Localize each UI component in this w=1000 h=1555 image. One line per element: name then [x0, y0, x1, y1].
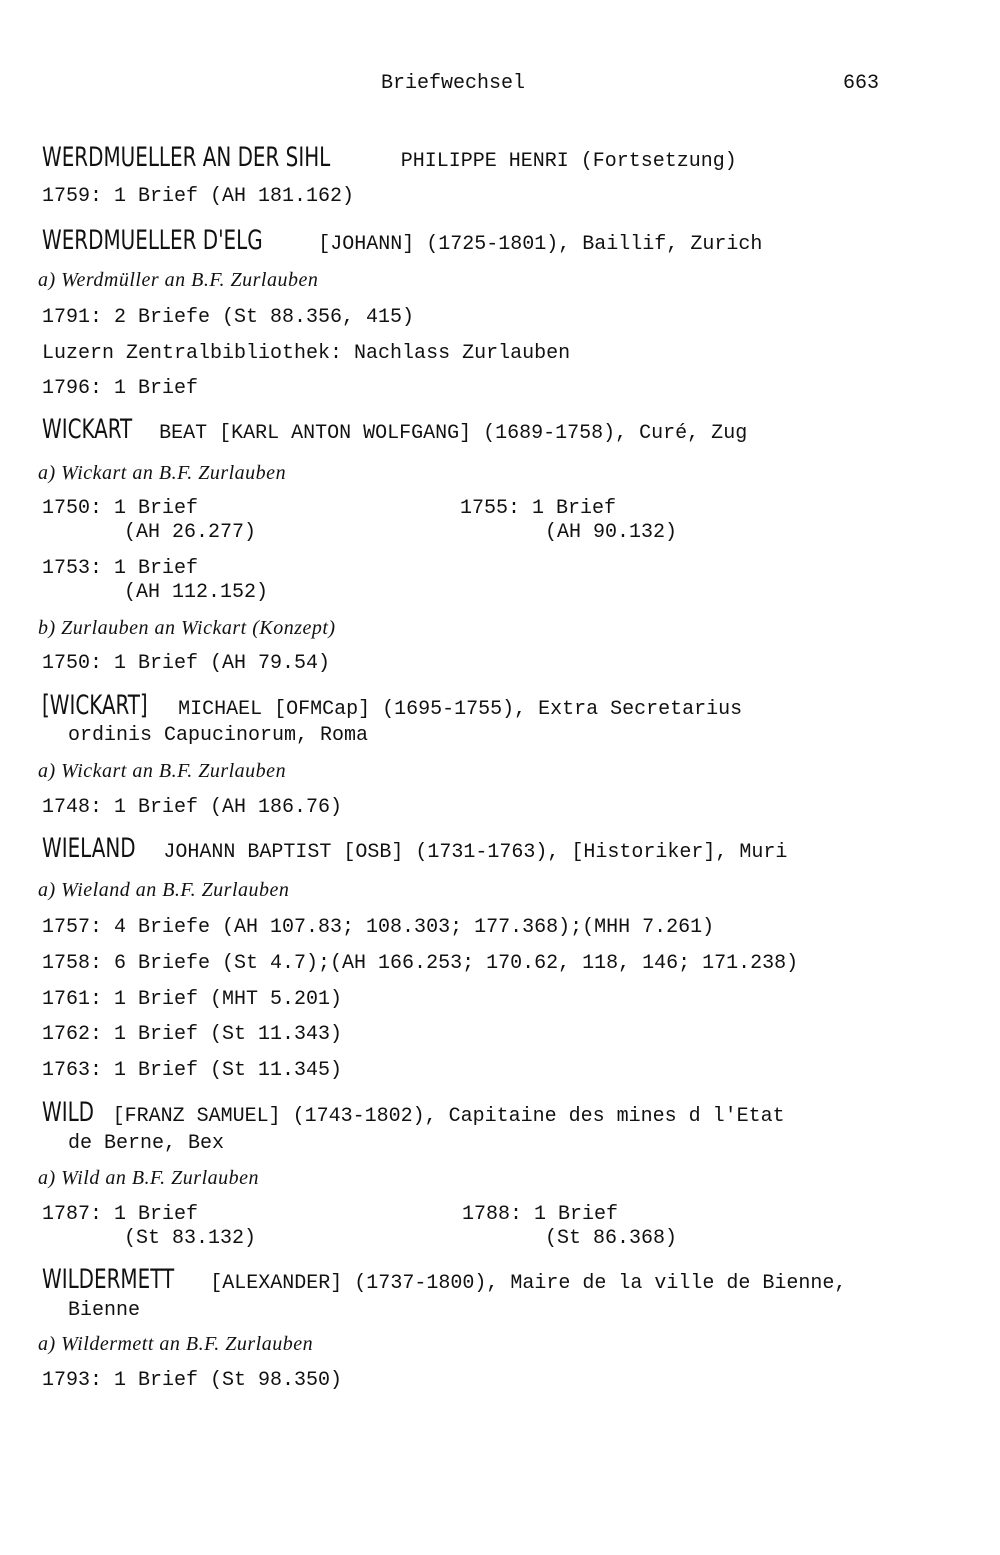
- letter-line: 1788: 1 Brief: [462, 1203, 619, 1226]
- entry-name: WICKART: [42, 414, 133, 445]
- subheading: a) Wildermett an B.F. Zurlauben: [38, 1333, 314, 1355]
- archive-line: Luzern Zentralbibliothek: Nachlass Zurlauben: [42, 342, 571, 365]
- letter-ref: (AH 112.152): [124, 581, 269, 604]
- entry-continuation: ordinis Capucinorum, Roma: [68, 724, 369, 747]
- entry-name: [WICKART]: [42, 690, 148, 721]
- subheading: b) Zurlauben an Wickart (Konzept): [38, 617, 336, 639]
- entry-heading: [42, 1264, 847, 1296]
- subheading: a) Wieland an B.F. Zurlauben: [38, 879, 290, 901]
- entry-heading: [42, 690, 743, 722]
- letter-line: 1762: 1 Brief (St 11.343): [42, 1023, 343, 1046]
- entry-heading: [42, 225, 763, 257]
- subheading: a) Wild an B.F. Zurlauben: [38, 1167, 260, 1189]
- letter-line: 1748: 1 Brief (AH 186.76): [42, 796, 343, 819]
- entry-name: WIELAND: [42, 833, 136, 864]
- page-number: 663: [843, 72, 880, 95]
- entry-details: [FRANZ SAMUEL] (1743-1802), Capitaine des mines d l'Etat: [100, 1105, 785, 1128]
- entry-details: BEAT [KARL ANTON WOLFGANG] (1689-1758), Curé, Zug: [147, 422, 748, 445]
- letter-line: 1753: 1 Brief: [42, 557, 199, 580]
- entry-details: MICHAEL [OFMCap] (1695-1755), Extra Secretarius: [166, 698, 743, 721]
- entry-heading: [42, 1097, 785, 1129]
- letter-line: 1793: 1 Brief (St 98.350): [42, 1369, 343, 1392]
- entry-details: PHILIPPE HENRI (Fortsetzung): [388, 150, 737, 173]
- entry-name: WILD: [42, 1097, 95, 1128]
- letter-line: 1796: 1 Brief: [42, 377, 199, 400]
- entry-details: JOHANN BAPTIST [OSB] (1731-1763), [Historiker], Muri: [151, 841, 788, 864]
- letter-line: 1755: 1 Brief: [460, 497, 617, 520]
- letter-ref: (AH 26.277): [124, 521, 257, 544]
- letter-line: 1757: 4 Briefe (AH 107.83; 108.303; 177.368);(MHH 7.261): [42, 916, 715, 939]
- letter-line: 1758: 6 Briefe (St 4.7);(AH 166.253; 170.62, 118, 146; 171.238): [42, 952, 799, 975]
- entry-details: [ALEXANDER] (1737-1800), Maire de la ville de Bienne,: [198, 1272, 847, 1295]
- subheading: a) Wickart an B.F. Zurlauben: [38, 760, 287, 782]
- entry-name: WERDMUELLER AN DER SIHL: [42, 142, 331, 173]
- letter-line: 1791: 2 Briefe (St 88.356, 415): [42, 306, 415, 329]
- letter-line: 1761: 1 Brief (MHT 5.201): [42, 988, 343, 1011]
- letter-line: 1750: 1 Brief: [42, 497, 199, 520]
- letter-ref: (St 83.132): [124, 1227, 257, 1250]
- letter-line: 1787: 1 Brief: [42, 1203, 199, 1226]
- entry-details: [JOHANN] (1725-1801), Baillif, Zurich: [306, 233, 763, 256]
- entry-continuation: de Berne, Bex: [68, 1132, 225, 1155]
- letter-ref: (St 86.368): [545, 1227, 678, 1250]
- entry-heading: [42, 142, 737, 174]
- entry-continuation: Bienne: [68, 1299, 141, 1322]
- subheading: a) Werdmüller an B.F. Zurlauben: [38, 269, 319, 291]
- letter-line: 1750: 1 Brief (AH 79.54): [42, 652, 331, 675]
- entry-name: WERDMUELLER D'ELG: [42, 225, 263, 256]
- subheading: a) Wickart an B.F. Zurlauben: [38, 462, 287, 484]
- running-title: Briefwechsel: [381, 72, 526, 95]
- entry-name: WILDERMETT: [42, 1264, 175, 1295]
- letter-line: 1763: 1 Brief (St 11.345): [42, 1059, 343, 1082]
- entry-heading: [42, 414, 748, 446]
- letter-ref: (AH 90.132): [545, 521, 678, 544]
- letter-line: 1759: 1 Brief (AH 181.162): [42, 185, 355, 208]
- entry-heading: [42, 833, 788, 865]
